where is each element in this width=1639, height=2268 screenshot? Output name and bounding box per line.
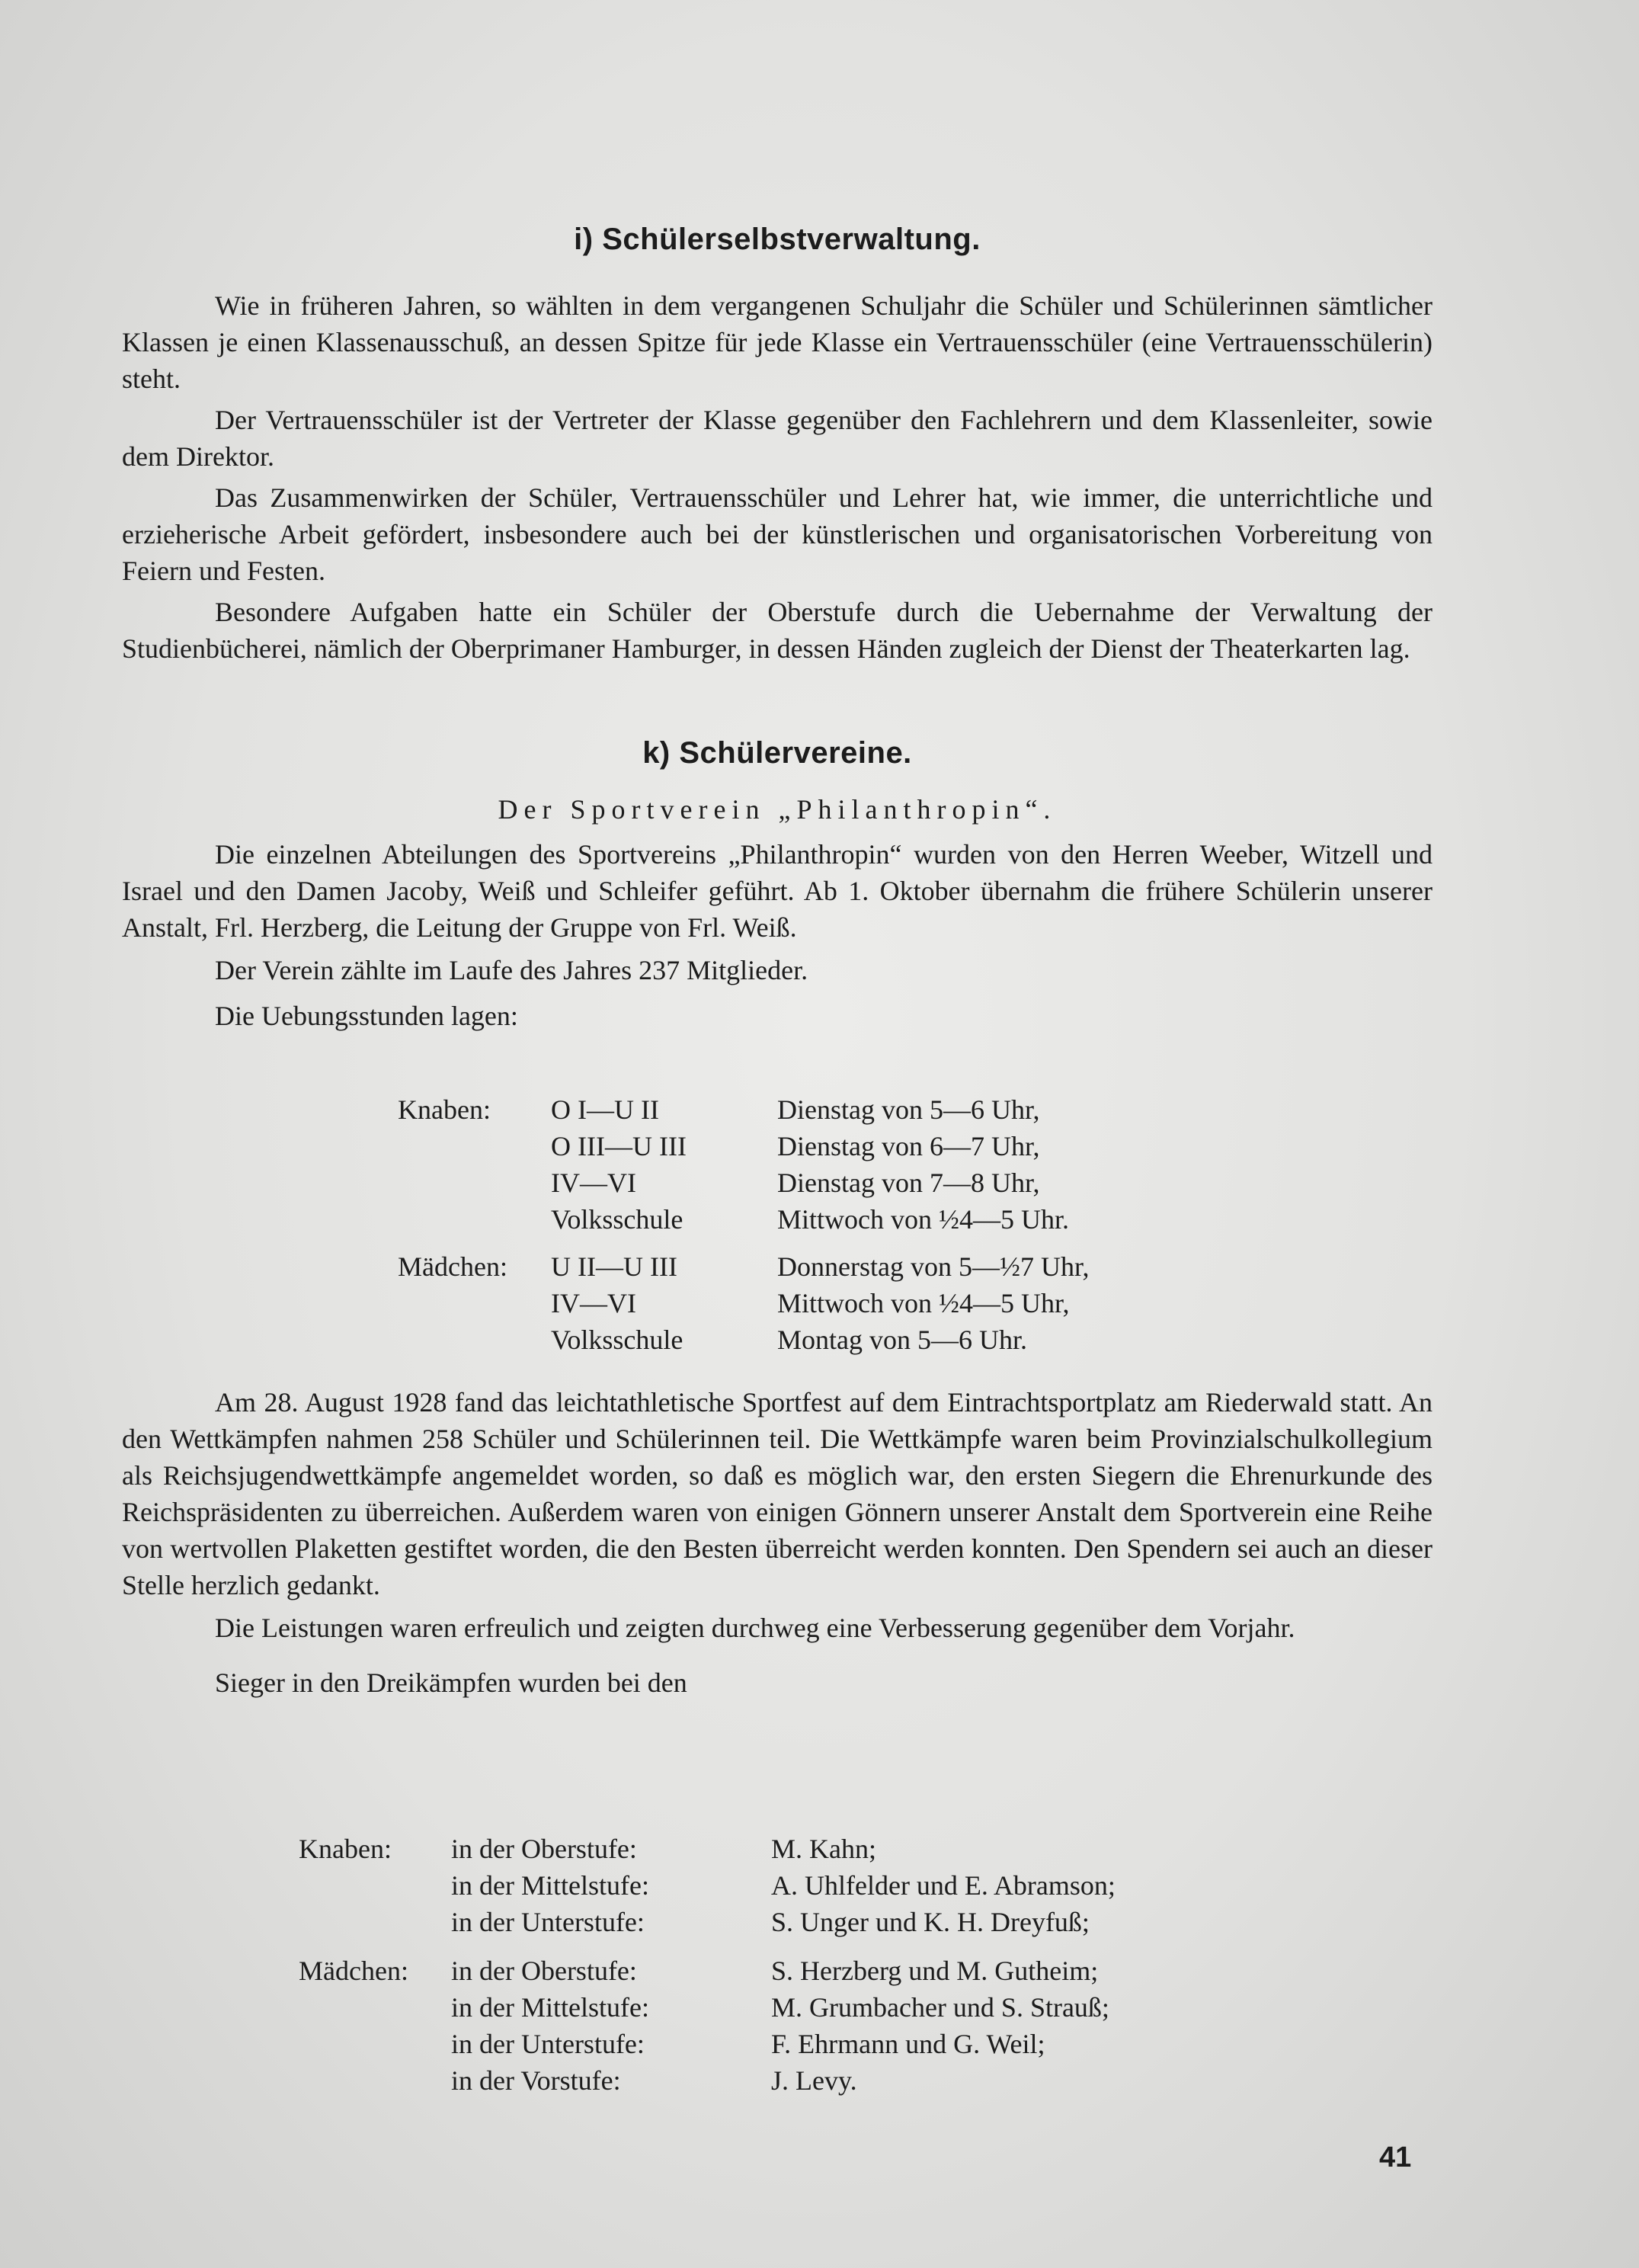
table-row [122,1164,1433,1201]
table-row [122,1989,1433,2026]
sportfest-text [122,1384,1433,1701]
winner-level: in der Oberstufe: [451,1956,637,1986]
section-k-heading: k) Schülervereine. [642,736,912,770]
schedule-time: Dienstag von 7—8 Uhr, [777,1168,1040,1198]
schedule-time: Mittwoch von ½4—5 Uhr. [777,1204,1069,1235]
table-row [122,1128,1433,1164]
winner-names: A. Uhlfelder und E. Abramson; [771,1870,1116,1901]
schedule-time: Dienstag von 6—7 Uhr, [777,1131,1040,1161]
schedule-group: Knaben: [398,1094,491,1125]
winner-level: in der Mittelstufe: [451,1992,649,2023]
paragraph: Der Verein zählte im Laufe des Jahres 237 Mitglieder. [215,955,808,985]
schedule-class: Volksschule [551,1204,683,1235]
page-number: 41 [1379,2141,1412,2174]
table-row [122,1248,1433,1285]
schedule-class: O III—U III [551,1131,687,1161]
winner-level: in der Vorstufe: [451,2065,621,2096]
section-i-heading: i) Schülerselbstverwaltung. [574,223,981,256]
table-row [122,1321,1433,1358]
paragraph: Besondere Aufgaben hatte ein Schüler der Oberstufe durch die Uebernahme der Verwaltung der Studienbücherei, nämlich der Oberprimaner Hamburger, in dessen Händen zugleich der Dienst der Theaterkarten lag. [122,597,1433,664]
schedule-class: O I—U II [551,1094,659,1125]
winner-names: S. Unger und K. H. Dreyfuß; [771,1907,1090,1937]
table-row [122,1831,1433,1867]
section-k [122,736,1433,1034]
schedule-time: Montag von 5—6 Uhr. [777,1325,1027,1355]
paragraph: Der Vertrauensschüler ist der Vertreter der Klasse gegenüber den Fachlehrern und dem Klassenleiter, sowie dem Direktor. [122,405,1433,472]
winner-level: in der Unterstufe: [451,2029,645,2059]
schedule-time: Mittwoch von ½4—5 Uhr, [777,1288,1070,1318]
winner-names: M. Kahn; [771,1834,876,1864]
paragraph: Wie in früheren Jahren, so wählten in dem vergangenen Schuljahr die Schüler und Schülerinnen sämtlicher Klassen je einen Klassenausschuß, an dessen Spitze für jede Klasse ein Vertrauensschüler (eine Vertrauensschülerin) steht. [122,290,1433,394]
paragraph: Die Uebungsstunden lagen: [215,1001,518,1031]
winners-table [122,1831,1433,2099]
schedule-class: IV—VI [551,1288,636,1318]
table-row [122,1201,1433,1238]
winner-level: in der Mittelstufe: [451,1870,649,1901]
table-row [122,2062,1433,2099]
table-row [122,1904,1433,1940]
schedule-class: U II—U III [551,1251,677,1282]
table-row [122,2026,1433,2062]
sportverein-subheading: Der Sportverein „Philanthropin“. [498,794,1057,825]
schedule-time: Donnerstag von 5—½7 Uhr, [777,1251,1090,1282]
paragraph: Am 28. August 1928 fand das leichtathletische Sportfest auf dem Eintrachtsportplatz am Riederwald statt. An den Wettkämpfen nahmen 258 Schüler und Schülerinnen teil. Die Wettkämpfe waren beim Provinzialschulkollegium als Reichsjugendwettkämpfe angemeldet worden, so daß es möglich war, den ersten Siegern die Ehrenurkunde des Reichspräsidenten zu überreichen. Außerdem waren von einigen Gönnern unserer Anstalt dem Sportverein eine Reihe von wertvollen Plaketten gestiftet worden, die den Besten überreicht werden konnten. Den Spendern sei auch an dieser Stelle herzlich gedankt. [122,1387,1433,1600]
winner-names: S. Herzberg und M. Gutheim; [771,1956,1099,1986]
paragraph: Die einzelnen Abteilungen des Sportvereins „Philanthropin“ wurden von den Herren Weeber, Witzell und Israel und den Damen Jacoby, Weiß und Schleifer geführt. Ab 1. Oktober übernahm die frühere Schülerin unserer Anstalt, Frl. Herzberg, die Leitung der Gruppe von Frl. Weiß. [122,839,1433,943]
winner-names: M. Grumbacher und S. Strauß; [771,1992,1109,2023]
table-row [122,1285,1433,1321]
table-row [122,1952,1433,1989]
table-row [122,1867,1433,1904]
winners-intro: Sieger in den Dreikämpfen wurden bei den [215,1667,687,1698]
schedule-table [122,1091,1433,1358]
section-i [122,223,1433,667]
winner-level: in der Unterstufe: [451,1907,645,1937]
winner-group: Knaben: [299,1834,392,1864]
schedule-time: Dienstag von 5—6 Uhr, [777,1094,1040,1125]
schedule-class: Volksschule [551,1325,683,1355]
table-row [122,1091,1433,1128]
paragraph: Das Zusammenwirken der Schüler, Vertrauensschüler und Lehrer hat, wie immer, die unterrichtliche und erzieherische Arbeit gefördert, insbesondere auch bei der künstlerischen und organisatorischen Vorbereitung von Feiern und Festen. [122,482,1433,586]
winner-names: F. Ehrmann und G. Weil; [771,2029,1045,2059]
paragraph: Die Leistungen waren erfreulich und zeigten durchweg eine Verbesserung gegenüber dem Vorjahr. [215,1613,1295,1643]
winner-group: Mädchen: [299,1956,408,1986]
winner-level: in der Oberstufe: [451,1834,637,1864]
schedule-class: IV—VI [551,1168,636,1198]
schedule-group: Mädchen: [398,1251,507,1282]
winner-names: J. Levy. [771,2065,857,2096]
